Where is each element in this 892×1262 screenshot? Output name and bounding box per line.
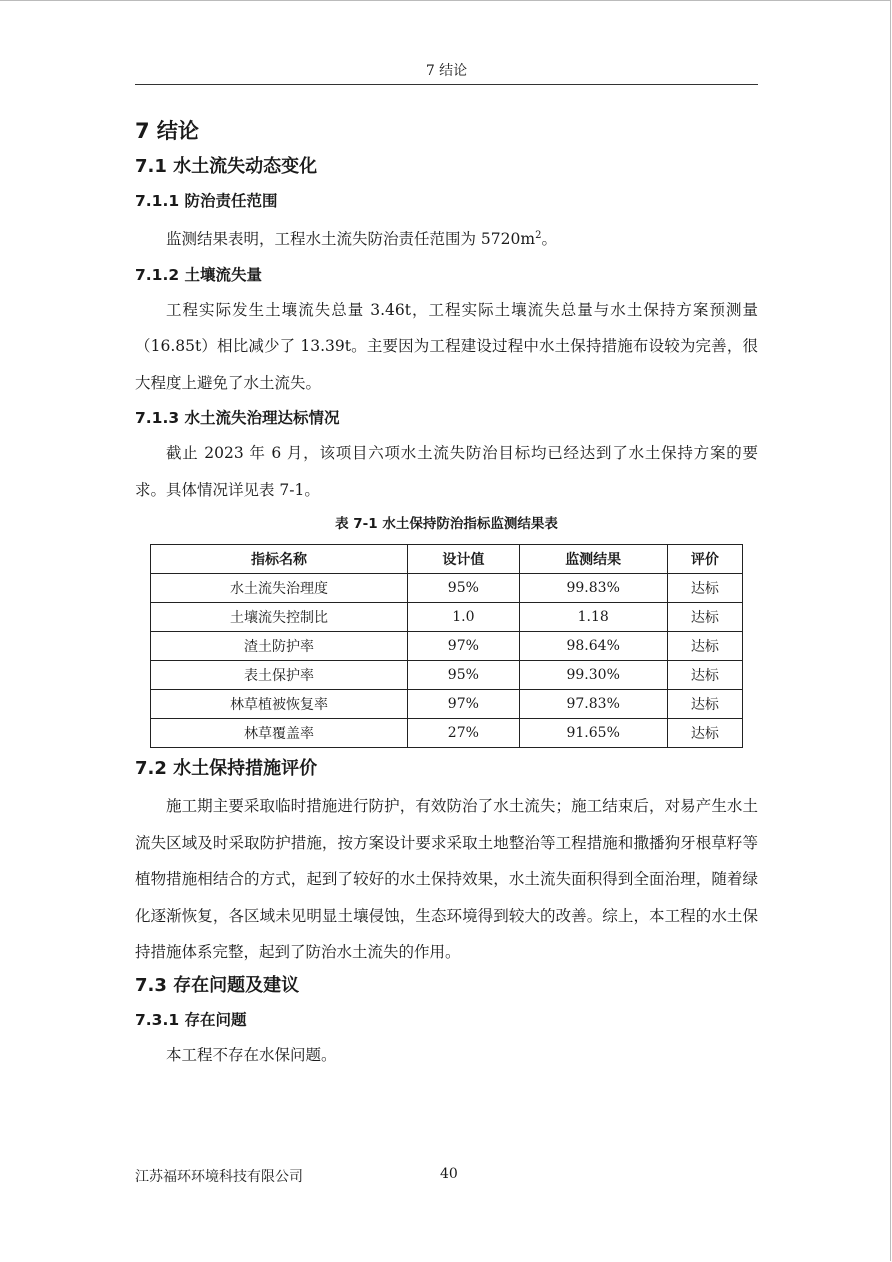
page-footer <box>135 1166 758 1188</box>
section-7-1-1-text: 监测结果表明，工程水土流失防治责任范围为 $5720m^2$。 <box>166 230 557 249</box>
table-cell: 95% <box>408 661 520 690</box>
footer-company: 江苏福环环境科技有限公司 <box>135 1169 303 1185</box>
section-7-1-1-title: 7.1.1 防治责任范围 <box>135 192 278 210</box>
table-cell: 达标 <box>667 690 742 719</box>
table-row <box>151 603 743 632</box>
table-cell: 95% <box>408 574 520 603</box>
table-header-row <box>151 545 743 574</box>
section-7-1-2-title: 7.1.2 土壤流失量 <box>135 265 263 284</box>
table-cell: 91.65% <box>519 719 667 748</box>
table-cell: 土壤流失控制比 <box>151 603 408 632</box>
table-cell: 99.30% <box>519 661 667 690</box>
section-7-3-title: 7.3 存在问题及建议 <box>135 974 300 996</box>
table-row <box>151 632 743 661</box>
table-cell: 渣土防护率 <box>151 632 408 661</box>
table-caption: 表 7-1 水土保持防治指标监测结果表 <box>335 516 558 533</box>
section-7-1-title: 7.1 水土流失动态变化 <box>135 156 318 177</box>
page-number: 40 <box>440 1166 458 1182</box>
header-cell: 指标名称 <box>151 545 408 574</box>
monitoring-results-table <box>150 544 743 748</box>
table-row <box>151 574 743 603</box>
section-7-2-title: 7.2 水土保持措施评价 <box>135 758 318 780</box>
table-cell: 27% <box>408 719 520 748</box>
table-cell: 97% <box>408 690 520 719</box>
table-cell: 达标 <box>667 719 742 748</box>
section-7-1-3-title: 7.1.3 水土流失治理达标情况 <box>135 409 340 428</box>
table-cell: 1.0 <box>408 603 520 632</box>
table-cell: 1.18 <box>519 603 667 632</box>
chapter-title: 7 结论 <box>135 119 199 143</box>
table-cell: 水土流失治理度 <box>151 574 408 603</box>
header-title: 7 结论 <box>425 63 468 79</box>
section-7-3-1-text: 本工程不存在水保问题。 <box>166 1045 337 1064</box>
table-row <box>151 719 743 748</box>
table-cell: 97.83% <box>519 690 667 719</box>
table-row <box>151 690 743 719</box>
header-cell: 监测结果 <box>519 545 667 574</box>
document-body <box>135 112 758 1073</box>
table-cell: 98.64% <box>519 632 667 661</box>
section-7-1-3-text: 截止 2023 年 6 月，该项目六项水土流失防治目标均已经达到了水土保持方案的要求。具体情况详见表 7-1。 <box>135 444 758 499</box>
section-7-3-1-title: 7.3.1 存在问题 <box>135 1010 247 1029</box>
table-cell: 达标 <box>667 661 742 690</box>
table-cell: 林草植被恢复率 <box>151 690 408 719</box>
table-cell: 达标 <box>667 632 742 661</box>
table-cell: 达标 <box>667 603 742 632</box>
table-cell: 林草覆盖率 <box>151 719 408 748</box>
section-7-1-2-text: 工程实际发生土壤流失总量 3.46t，工程实际土壤流失总量与水土保持方案预测量（16.85t）相比减少了 13.39t。主要因为工程建设过程中水土保持措施布设较为完善，很大程度上避免了水土流失。 <box>135 300 758 392</box>
table-cell: 表土保护率 <box>151 661 408 690</box>
section-7-2-text: 施工期主要采取临时措施进行防护，有效防治了水土流失；施工结束后，对易产生水土流失区域及时采取防护措施，按方案设计要求采取土地整治等工程措施和撒播狗牙根草籽等植物措施相结合的方式，起到了较好的水土保持效果，水土流失面积得到全面治理，随着绿化逐渐恢复，各区域未见明显土壤侵蚀，生态环境得到较大的改善。综上，本工程的水土保持措施体系完整，起到了防治水土流失的作用。 <box>135 797 758 962</box>
table-row <box>151 661 743 690</box>
table-cell: 99.83% <box>519 574 667 603</box>
header-cell: 评价 <box>667 545 742 574</box>
header-cell: 设计值 <box>408 545 520 574</box>
table-cell: 达标 <box>667 574 742 603</box>
table-cell: 97% <box>408 632 520 661</box>
page-header <box>135 60 758 85</box>
